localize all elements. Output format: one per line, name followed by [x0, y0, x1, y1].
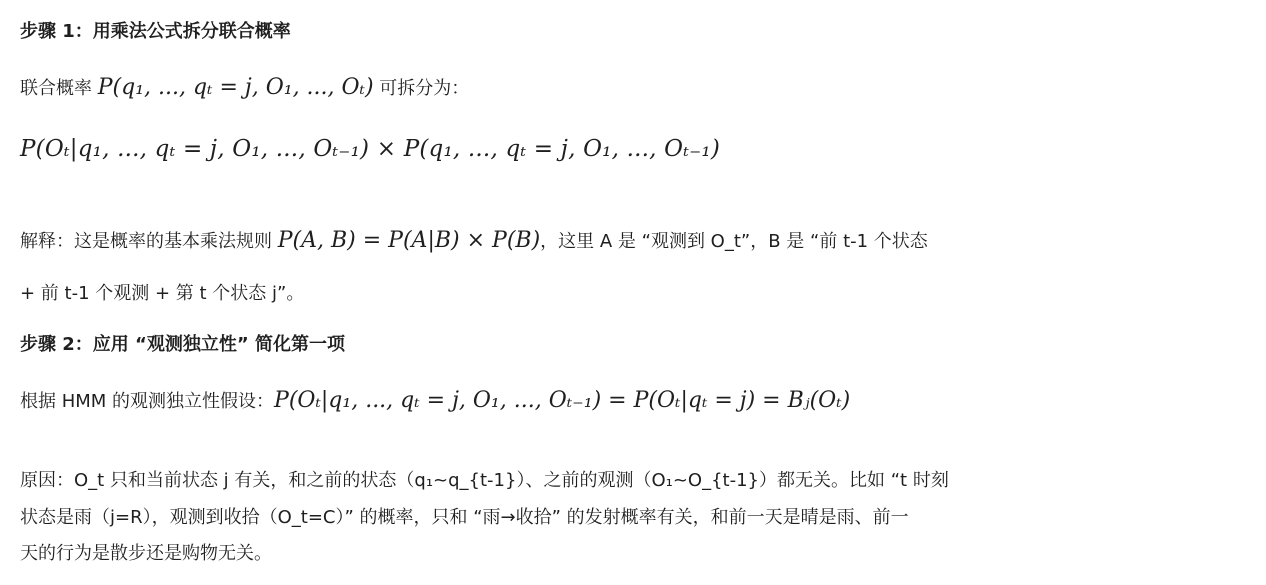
step1-explanation-continued: + 前 t-1 个观测 + 第 t 个状态 j”。 — [20, 283, 305, 304]
step1-explanation-suffix: ，这里 A 是 “观测到 O_t”，B 是 “前 t-1 个状态 — [540, 231, 928, 252]
step1-explanation — [20, 228, 928, 255]
step1-intro — [20, 75, 469, 102]
step2-reason-line-1: 原因：O_t 只和当前状态 j 有关，和之前的状态（q₁~q_{t-1}）、之前的观测（O₁~O_{t-1}）都无关。比如 “t 时刻 — [20, 470, 949, 491]
product-rule-math: P(A, B) = P(A|B) × P(B) — [277, 228, 541, 253]
step2-heading: 步骤 2：应用 “观测独立性” 简化第一项 — [20, 334, 345, 355]
joint-probability-math: P(q₁, ..., qₜ = j, O₁, ..., Oₜ) — [97, 75, 374, 100]
emission-independence-math: P(Oₜ|q₁, ..., qₜ = j, O₁, ..., Oₜ₋₁) = P(Oₜ|qₜ = j) = Bⱼ(Oₜ) — [274, 388, 851, 413]
step1-intro-prefix: 联合概率 — [20, 78, 98, 99]
step1-intro-suffix: 可拆分为： — [373, 78, 470, 99]
step2-reason-line-3: 天的行为是散步还是购物无关。 — [20, 543, 272, 564]
step2-reason-line-2: 状态是雨（j=R），观测到收拾（O_t=C）” 的概率，只和 “雨→收拾” 的发射概率有关，和前一天是晴是雨、前一 — [20, 507, 909, 528]
step1-formula: P(Oₜ|q₁, ..., qₜ = j, O₁, ..., Oₜ₋₁) × P(q₁, ..., qₜ = j, O₁, ..., Oₜ₋₁) — [20, 136, 721, 162]
step2-basis-prefix: 根据 HMM 的观测独立性假设： — [20, 391, 275, 412]
step1-explanation-prefix: 解释：这是概率的基本乘法规则 — [20, 231, 278, 252]
step2-basis — [20, 388, 850, 415]
step1-heading: 步骤 1：用乘法公式拆分联合概率 — [20, 21, 291, 42]
